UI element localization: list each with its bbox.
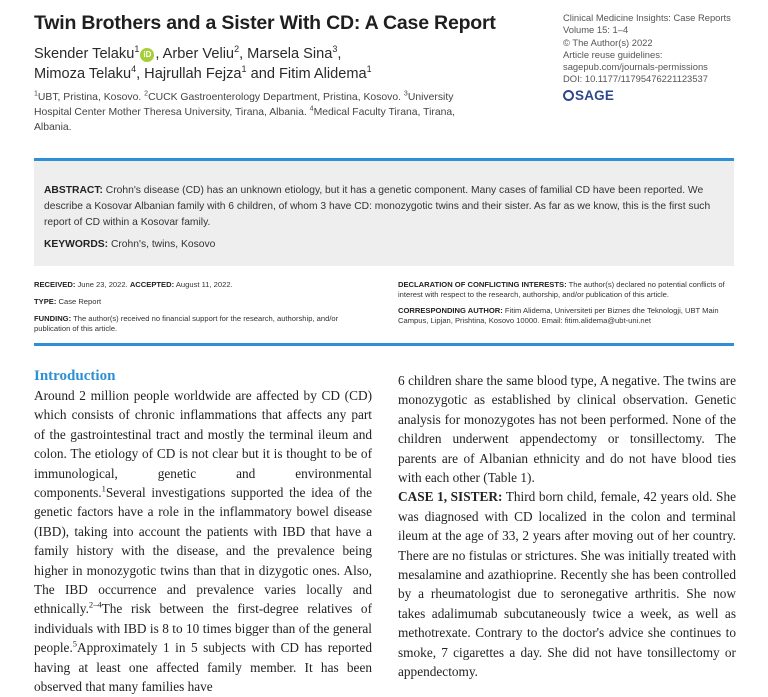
reuse-guidelines-label: Article reuse guidelines: xyxy=(563,48,663,60)
affiliation-marker: 3 xyxy=(332,44,338,55)
author-name[interactable]: Skender Telaku xyxy=(34,46,135,62)
abstract-text: Crohn's disease (CD) has an unknown etiology, but it has a genetic component. Many cases of familial CD have been reported. We describe a Kosovar Albanian family with 6 children, of whom 3 have CD: monozygotic twins and their sister. As far as we know, this is the first such report of CD within a Kosovar family. xyxy=(44,185,711,228)
declaration-text: The author(s) declared no potential conflicts of interest with respect to the research, authorship, and/or publication of this article. xyxy=(398,280,725,299)
funding-row xyxy=(34,314,374,334)
sage-logo[interactable] xyxy=(563,88,614,103)
author-list xyxy=(34,44,454,84)
doi-link[interactable]: DOI: 10.1177/11795476221123537 xyxy=(563,73,708,85)
citation-link[interactable]: 1 xyxy=(101,483,106,494)
received-label: RECEIVED: xyxy=(34,280,76,289)
author-name[interactable]: and Fitim Alidema xyxy=(246,66,367,82)
affiliation-text: University Hospital Center Mother Theresa University, Tirana, Albania. xyxy=(34,92,454,118)
affiliation-marker: 1 xyxy=(34,90,38,98)
accepted-label: ACCEPTED: xyxy=(129,280,175,289)
declaration-row xyxy=(398,280,738,300)
paragraph-text: Around 2 million people worldwide are affected by CD (CD) which consists of chronic inflammations that affects any part of the gastrointestinal tract and mostly the terminal ileum and colon. The etiology of CD is not clear but it is thought to be of immunological, genetic and environmental components. xyxy=(34,388,372,501)
sage-logo-icon xyxy=(563,90,574,101)
declaration-label: DECLARATION OF CONFLICTING INTERESTS: xyxy=(398,280,567,289)
affiliation-text: Medical Faculty Tirana, Tirana, Albania. xyxy=(34,107,456,133)
author-name[interactable]: , Arber Veliu xyxy=(155,46,235,62)
abstract xyxy=(44,183,729,231)
case-1-text: Third born child, female, 42 years old. She was diagnosed with CD localized in the colon and terminal ileum at the age of 33, 2 years after moving out of her country. There are no fistulas or strictures. She was initially treated with mesalamine and azathioprine. Recently she has been controlled by a rheumatologist due to seronegative arthritis. She now takes adalimumab subcutaneously twice a week, as well as methotrexate. Contrary to the doctor's advice she continues to smoke, 7 cigarettes a day. She did not have tonsillectomy or appendectomy. xyxy=(398,489,736,680)
citation-link[interactable]: 2–4 xyxy=(88,600,102,611)
affiliation-marker: 4 xyxy=(309,105,314,113)
paragraph: 6 children share the same blood type, A negative. The twins are monozygotic as established by clinical observation. Genetic analysis for monozygotes has not been performed. None of the children underwent appendectomy or tonsillectomy. The parents are of Albanian ethnicity and do not have blood ties with each other (Table 1). xyxy=(398,373,736,486)
section-heading-introduction: Introduction xyxy=(34,368,116,384)
author-line-1 xyxy=(34,44,454,64)
article-dates-block xyxy=(34,280,374,341)
affiliation-marker: 2 xyxy=(234,44,240,55)
funding-label: FUNDING: xyxy=(34,314,72,323)
abstract-label: ABSTRACT: xyxy=(44,185,103,196)
author-name[interactable]: Mimoza Telaku xyxy=(34,66,132,82)
author-line-2 xyxy=(34,64,454,84)
article-title: Twin Brothers and a Sister With CD: A Case Report xyxy=(34,12,496,34)
affiliation-marker: 4 xyxy=(131,64,137,75)
affiliations xyxy=(34,90,484,135)
journal-volume: Volume 15: 1–4 xyxy=(563,24,629,36)
keywords-text: Crohn's, twins, Kosovo xyxy=(108,239,216,250)
received-date: June 23, 2022. xyxy=(75,280,130,289)
body-column-right xyxy=(398,371,736,682)
sage-logo-text: SAGE xyxy=(575,88,615,103)
affiliation-marker: 3 xyxy=(403,90,408,98)
accepted-date: August 11, 2022. xyxy=(174,280,233,289)
section-divider xyxy=(34,343,734,346)
dates-row xyxy=(34,280,374,290)
affiliation-marker: 1 xyxy=(134,44,140,55)
paragraph-text: Approximately 1 in 5 subjects with CD has reported having at least one affected family member. It has been observed that many families have xyxy=(34,640,372,695)
declarations-block xyxy=(398,280,738,332)
type-label: TYPE: xyxy=(34,297,57,306)
copyright: © The Author(s) 2022 xyxy=(563,36,653,48)
case-1-label: CASE 1, SISTER: xyxy=(398,489,503,505)
citation-link[interactable]: 5 xyxy=(72,638,78,649)
affiliation-marker: 1 xyxy=(366,64,372,75)
journal-info xyxy=(563,12,763,86)
permissions-link[interactable]: sagepub.com/journals-permissions xyxy=(563,61,708,73)
keywords xyxy=(44,239,729,250)
body-column-left xyxy=(34,386,372,697)
affiliation-marker: 1 xyxy=(241,64,247,75)
separator: , xyxy=(337,46,342,62)
paragraph-text: Several investigations supported the idea of the genetic factors have a role in the inflammatory bowel disease (IBD), taking into account the patients with IBD that have a family history with the disease, and the prevalence being higher in monozygotic twins than that in dizygotic ones. Also, The IBD occurrence and prevalence varies locally and ethnically. xyxy=(34,485,372,617)
funding-text: The author(s) received no financial support for the research, authorship, and/or publication of this article. xyxy=(34,314,339,333)
corresponding-label: CORRESPONDING AUTHOR: xyxy=(398,306,503,315)
corresponding-row xyxy=(398,306,738,326)
keywords-label: KEYWORDS: xyxy=(44,239,109,250)
journal-name[interactable]: Clinical Medicine Insights: Case Reports xyxy=(563,12,731,23)
orcid-icon[interactable]: iD xyxy=(140,48,154,62)
author-name[interactable]: , Marsela Sina xyxy=(239,46,333,62)
corresponding-text[interactable]: Fitim Alidema, Universiteti per Biznes dhe Teknologji, UBT Main Campus, Lipjan, Prishtina, Kosovo 10000. Email: fitim.alidema@ubt-uni.net xyxy=(398,306,719,325)
paragraph-text: The risk between the first-degree relatives of individuals with IBD is 8 to 10 times bigger than of the general people. xyxy=(34,601,372,656)
affiliation-text: UBT, Pristina, Kosovo. xyxy=(37,92,145,103)
author-name[interactable]: , Hajrullah Fejza xyxy=(136,66,242,82)
affiliation-marker: 2 xyxy=(144,90,149,98)
type-row xyxy=(34,297,374,307)
type-value: Case Report xyxy=(56,297,102,306)
affiliation-text: CUCK Gastroenterology Department, Pristina, Kosovo. xyxy=(148,92,404,103)
case-1-paragraph xyxy=(398,487,736,681)
